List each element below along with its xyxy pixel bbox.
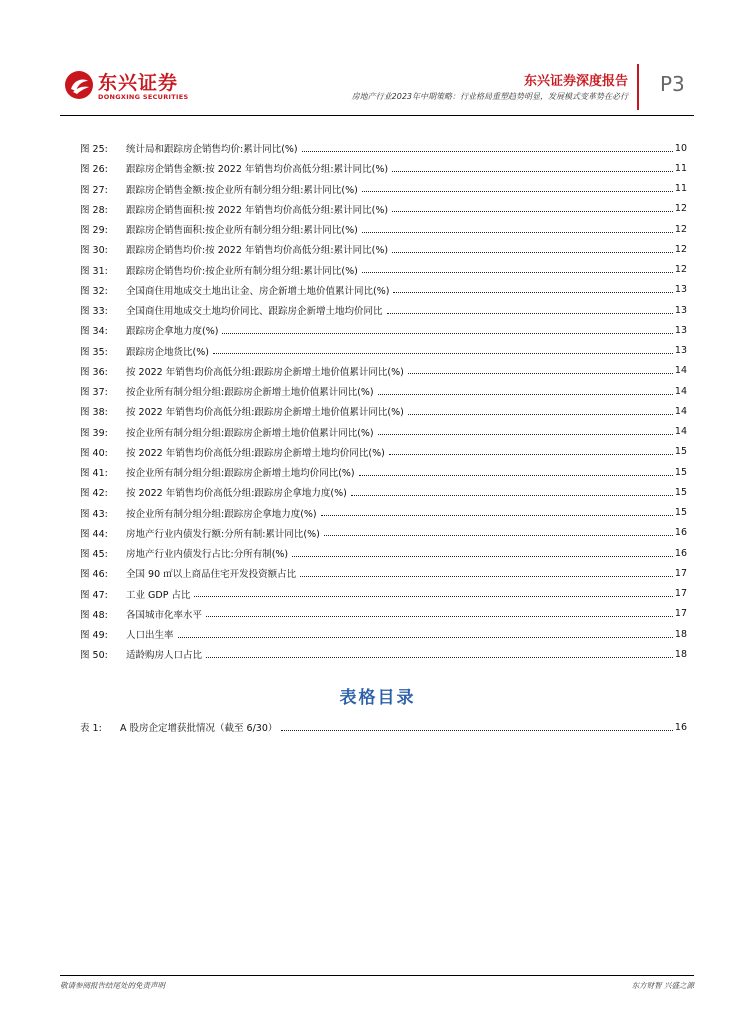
toc-entry-page: 15 [674, 486, 687, 498]
toc-entry-page: 18 [674, 628, 687, 640]
report-title: 东兴证券深度报告 [523, 74, 628, 89]
toc-entry[interactable] [80, 563, 687, 583]
toc-entry-title: 按 2022 年销售均价高低分组:跟踪房企新增土地价值累计同比(%) [126, 366, 404, 378]
toc-entry[interactable] [80, 644, 687, 664]
toc-dot-leader [408, 373, 673, 374]
toc-entry-number: 图 42: [80, 488, 108, 500]
toc-dot-leader [359, 475, 673, 476]
toc-dot-leader [321, 515, 673, 516]
toc-entry-page: 12 [674, 264, 687, 276]
toc-entry-number: 图 39: [80, 427, 108, 439]
toc-entry-title: 按 2022 年销售均价高低分组:跟踪房企拿地力度(%) [126, 488, 347, 500]
toc-entry-page: 17 [674, 588, 687, 600]
toc-entry-number: 图 27: [80, 184, 108, 196]
report-subtitle: 房地产行业2023年中期策略：行业格局重塑趋势明显，发展模式变革势在必行 [351, 92, 628, 101]
toc-entry-page: 17 [674, 608, 687, 620]
toc-entry-page: 14 [674, 385, 687, 397]
toc-entry-page: 12 [674, 223, 687, 235]
toc-entry-number: 图 44: [80, 528, 108, 540]
toc-entry-page: 11 [674, 162, 687, 174]
toc-dot-leader [378, 394, 673, 395]
logo-chinese-name: 东兴证券 [98, 72, 179, 94]
toc-entry-number: 图 25: [80, 144, 108, 156]
toc-entry[interactable] [80, 138, 687, 158]
toc-entry[interactable] [80, 260, 687, 280]
toc-entry-number: 图 35: [80, 346, 108, 358]
toc-entry-title: 全国 90 ㎡以上商品住宅开发投资额占比 [126, 569, 297, 581]
toc-entry[interactable] [80, 442, 687, 462]
toc-dot-leader [389, 454, 673, 455]
toc-entry-title: 各国城市化率水平 [126, 609, 203, 621]
toc-entry-page: 10 [674, 142, 687, 154]
toc-entry-title: 按企业所有制分组分组:跟踪房企新增土地价值累计同比(%) [126, 387, 374, 399]
header-divider [637, 64, 639, 110]
toc-entry[interactable] [80, 158, 687, 178]
toc-entry[interactable] [80, 300, 687, 320]
toc-entry-title: 全国商住用地成交土地均价同比、跟踪房企新增土地均价同比 [126, 306, 383, 318]
toc-entry-page: 13 [674, 304, 687, 316]
toc-entry-title: 人口出生率 [126, 630, 174, 642]
toc-entry-number: 图 31: [80, 265, 108, 277]
page-number: P3 [660, 72, 685, 96]
toc-entry-page: 15 [674, 507, 687, 519]
toc-entry-title: 适龄购房人口占比 [126, 650, 203, 662]
logo-mark-icon [64, 70, 94, 100]
toc-entry-number: 图 48: [80, 609, 108, 621]
toc-entry-page: 12 [674, 243, 687, 255]
toc-entry-title: 按企业所有制分组分组:跟踪房企拿地力度(%) [126, 508, 317, 520]
toc-entry-number: 图 43: [80, 508, 108, 520]
toc-entry[interactable] [80, 280, 687, 300]
toc-entry[interactable] [80, 401, 687, 421]
header-rule [60, 115, 694, 116]
toc-entry-title: 跟踪房企拿地力度(%) [126, 326, 219, 338]
toc-dot-leader [281, 730, 673, 731]
toc-entry[interactable] [80, 717, 687, 737]
figures-toc [80, 138, 687, 665]
toc-dot-leader [378, 434, 673, 435]
toc-entry-page: 11 [674, 183, 687, 195]
footer-slogan: 东方财智 兴盛之源 [631, 981, 694, 990]
toc-entry[interactable] [80, 239, 687, 259]
toc-entry-number: 图 41: [80, 468, 108, 480]
toc-entry-number: 图 32: [80, 285, 108, 297]
toc-entry-number: 图 49: [80, 630, 108, 642]
toc-entry-page: 12 [674, 203, 687, 215]
toc-dot-leader [387, 313, 673, 314]
toc-entry[interactable] [80, 179, 687, 199]
toc-entry[interactable] [80, 462, 687, 482]
toc-entry[interactable] [80, 624, 687, 644]
toc-entry-page: 15 [674, 446, 687, 458]
toc-dot-leader [300, 576, 673, 577]
toc-entry-title: 跟踪房企销售金额:按 2022 年销售均价高低分组:累计同比(%) [126, 164, 389, 176]
toc-entry-title: 房地产行业内债发行额:分所有制:累计同比(%) [126, 528, 320, 540]
toc-entry-number: 图 33: [80, 306, 108, 318]
toc-entry[interactable] [80, 381, 687, 401]
toc-entry-title: 按企业所有制分组分组:跟踪房企新增土地价值累计同比(%) [126, 427, 374, 439]
toc-entry-page: 13 [674, 345, 687, 357]
toc-dot-leader [213, 353, 673, 354]
toc-entry[interactable] [80, 422, 687, 442]
toc-entry-title: 按 2022 年销售均价高低分组:跟踪房企新增土地价值累计同比(%) [126, 407, 404, 419]
toc-entry-page: 15 [674, 466, 687, 478]
toc-entry[interactable] [80, 361, 687, 381]
company-logo [64, 68, 189, 104]
toc-entry-title: 跟踪房企销售均价:按 2022 年销售均价高低分组:累计同比(%) [126, 245, 389, 257]
toc-dot-leader [178, 637, 673, 638]
toc-entry-page: 14 [674, 405, 687, 417]
tables-toc-heading: 表格目录 [339, 688, 416, 708]
toc-dot-leader [408, 414, 673, 415]
toc-entry[interactable] [80, 523, 687, 543]
toc-entry-number: 图 46: [80, 569, 108, 581]
toc-entry-number: 图 37: [80, 387, 108, 399]
toc-entry-number: 图 26: [80, 164, 108, 176]
toc-dot-leader [362, 191, 673, 192]
toc-entry-number: 图 45: [80, 549, 108, 561]
toc-dot-leader [392, 171, 673, 172]
toc-entry-page: 18 [674, 648, 687, 660]
toc-entry-title: 统计局和跟踪房企销售均价:累计同比(%) [126, 144, 298, 156]
footer-rule [60, 975, 694, 976]
toc-entry-page: 16 [674, 547, 687, 559]
toc-dot-leader [392, 252, 673, 253]
toc-entry-title: 跟踪房企地货比(%) [126, 346, 209, 358]
toc-dot-leader [362, 232, 673, 233]
toc-entry[interactable] [80, 584, 687, 604]
toc-entry-number: 图 30: [80, 245, 108, 257]
toc-entry-number: 图 28: [80, 204, 108, 216]
toc-entry-title: 跟踪房企销售面积:按企业所有制分组分组:累计同比(%) [126, 225, 358, 237]
toc-entry-page: 14 [674, 365, 687, 377]
toc-dot-leader [194, 596, 672, 597]
toc-entry-title: A 股房企定增获批情况（截至 6/30） [120, 723, 278, 735]
toc-entry-page: 13 [674, 284, 687, 296]
toc-dot-leader [292, 556, 673, 557]
logo-english-name: DONGXING SECURITIES [98, 93, 189, 101]
toc-dot-leader [392, 211, 673, 212]
toc-entry-title: 全国商住用地成交土地出让金、房企新增土地价值累计同比(%) [126, 285, 390, 297]
toc-entry[interactable] [80, 543, 687, 563]
toc-entry-number: 图 29: [80, 225, 108, 237]
toc-entry-number: 图 50: [80, 650, 108, 662]
toc-dot-leader [393, 292, 672, 293]
toc-dot-leader [362, 272, 673, 273]
toc-entry[interactable] [80, 482, 687, 502]
toc-entry-number: 图 34: [80, 326, 108, 338]
toc-entry-page: 13 [674, 324, 687, 336]
toc-entry-title: 跟踪房企销售金额:按企业所有制分组分组:累计同比(%) [126, 184, 358, 196]
toc-entry-page: 16 [674, 527, 687, 539]
toc-entry-number: 图 47: [80, 589, 108, 601]
toc-entry-title: 按企业所有制分组分组:跟踪房企新增土地均价同比(%) [126, 468, 355, 480]
toc-dot-leader [206, 616, 673, 617]
toc-entry-title: 工业 GDP 占比 [126, 589, 191, 601]
toc-entry-title: 跟踪房企销售面积:按 2022 年销售均价高低分组:累计同比(%) [126, 204, 389, 216]
toc-entry-number: 图 40: [80, 447, 108, 459]
toc-entry-page: 14 [674, 426, 687, 438]
toc-entry-title: 房地产行业内债发行占比:分所有制(%) [126, 549, 289, 561]
toc-entry[interactable] [80, 320, 687, 340]
toc-entry-title: 按 2022 年销售均价高低分组:跟踪房企新增土地均价同比(%) [126, 447, 385, 459]
toc-entry[interactable] [80, 341, 687, 361]
toc-dot-leader [222, 333, 672, 334]
toc-dot-leader [324, 535, 673, 536]
toc-entry-page: 17 [674, 567, 687, 579]
toc-entry-number: 表 1: [80, 723, 102, 735]
toc-dot-leader [206, 657, 673, 658]
toc-dot-leader [351, 495, 673, 496]
toc-entry-number: 图 38: [80, 407, 108, 419]
toc-dot-leader [302, 151, 673, 152]
toc-entry[interactable] [80, 199, 687, 219]
toc-entry[interactable] [80, 219, 687, 239]
toc-entry[interactable] [80, 503, 687, 523]
page-header [60, 64, 694, 110]
toc-entry-number: 图 36: [80, 366, 108, 378]
footer-disclaimer: 敬请参阅报告结尾处的免责声明 [60, 981, 165, 990]
toc-entry[interactable] [80, 604, 687, 624]
tables-toc [80, 717, 687, 737]
toc-entry-page: 16 [674, 721, 687, 733]
toc-entry-title: 跟踪房企销售均价:按企业所有制分组分组:累计同比(%) [126, 265, 358, 277]
